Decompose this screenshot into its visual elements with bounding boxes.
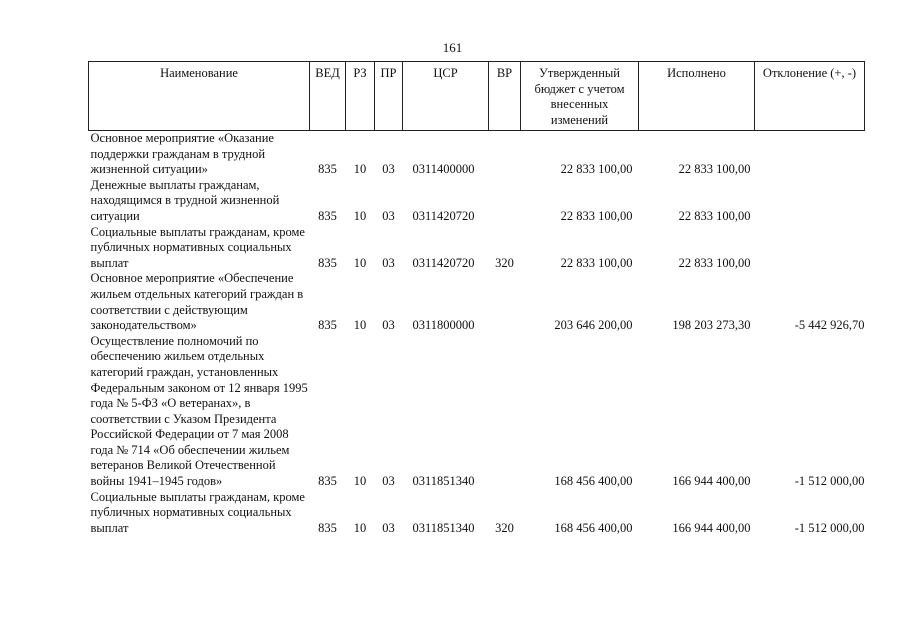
row-approved: 22 833 100,00: [560, 255, 633, 270]
header-ved: ВЕД: [310, 62, 346, 131]
row-csr: 0311420720: [412, 208, 475, 223]
row-name: [89, 225, 310, 272]
row-rz: 10: [353, 208, 367, 223]
row-ved: 835: [318, 318, 337, 333]
table-row: [89, 178, 865, 225]
row-pr: 03: [382, 208, 395, 223]
row-name: [89, 334, 310, 490]
row-executed: 22 833 100,00: [678, 162, 751, 177]
row-executed: 166 944 400,00: [672, 520, 751, 535]
row-deviation: -1 512 000,00: [794, 520, 865, 535]
row-name-text: Основное мероприятие «Оказание поддержки гражданам в трудной жизненной ситуации»: [90, 131, 274, 177]
row-approved: 22 833 100,00: [560, 208, 633, 223]
budget-table: [88, 61, 865, 536]
row-name-text: Денежные выплаты гражданам, находящимся в трудной жизненной ситуации: [90, 177, 280, 223]
row-ved: 835: [318, 520, 337, 535]
row-csr: 0311420720: [412, 255, 475, 270]
row-executed: 22 833 100,00: [678, 208, 751, 223]
row-ved: 835: [318, 208, 337, 223]
row-approved: 22 833 100,00: [560, 162, 633, 177]
row-ved: 835: [318, 474, 337, 489]
row-pr: 03: [382, 520, 395, 535]
row-name: [89, 178, 310, 225]
row-vr: [489, 334, 521, 490]
row-ved: 835: [318, 255, 337, 270]
row-name-text: Социальные выплаты гражданам, кроме публичных нормативных социальных выплат: [90, 489, 305, 535]
row-vr: [489, 131, 521, 178]
header-rz: РЗ: [346, 62, 375, 131]
row-csr: 0311400000: [412, 162, 475, 177]
row-vr: 320: [495, 520, 514, 535]
row-approved: 203 646 200,00: [554, 318, 633, 333]
table-row: [89, 225, 865, 272]
row-rz: 10: [353, 474, 367, 489]
row-approved: 168 456 400,00: [554, 474, 633, 489]
row-name-text: Осуществление полномочий по обеспечению жильем отдельных категорий граждан, установленных Федеральным законом от 12 января 1995 года № 5-ФЗ «О ветеранах», в соответствии с Указом Президента Российской Федерации от 7 мая 2008 года № 714 «Об обеспечении жильем ветеранов Великой Отечественной войны 1941–1945 годов»: [90, 333, 308, 489]
row-name: [89, 490, 310, 537]
row-executed: 166 944 400,00: [672, 474, 751, 489]
header-deviation: Отклонение (+, -): [755, 62, 865, 131]
row-pr: 03: [382, 318, 395, 333]
row-csr: 0311851340: [412, 520, 475, 535]
table-row: [89, 334, 865, 490]
row-deviation: [755, 225, 865, 272]
row-csr: 0311851340: [412, 474, 475, 489]
table-header-row: [89, 62, 865, 131]
header-approved-budget: Утвержденный бюджет с учетом внесенных изменений: [521, 62, 639, 131]
row-name: [89, 271, 310, 333]
row-name-text: Социальные выплаты гражданам, кроме публичных нормативных социальных выплат: [90, 224, 305, 270]
row-rz: 10: [353, 255, 367, 270]
row-pr: 03: [382, 474, 395, 489]
row-rz: 10: [353, 162, 367, 177]
row-deviation: [755, 131, 865, 178]
row-executed: 198 203 273,30: [672, 318, 751, 333]
header-executed: Исполнено: [639, 62, 755, 131]
row-vr: [489, 271, 521, 333]
table-row: [89, 271, 865, 333]
table-row: [89, 131, 865, 178]
header-name: Наименование: [89, 62, 310, 131]
row-csr: 0311800000: [412, 318, 475, 333]
header-csr: ЦСР: [403, 62, 489, 131]
row-rz: 10: [353, 520, 367, 535]
row-approved: 168 456 400,00: [554, 520, 633, 535]
row-vr: 320: [495, 255, 514, 270]
row-executed: 22 833 100,00: [678, 255, 751, 270]
row-rz: 10: [353, 318, 367, 333]
row-vr: [489, 178, 521, 225]
row-deviation: [755, 178, 865, 225]
header-vr: ВР: [489, 62, 521, 131]
page-number: 161: [442, 40, 463, 55]
row-pr: 03: [382, 255, 395, 270]
row-name: [89, 131, 310, 178]
row-deviation: -1 512 000,00: [794, 474, 865, 489]
row-pr: 03: [382, 162, 395, 177]
row-ved: 835: [318, 162, 337, 177]
table-row: [89, 490, 865, 537]
header-pr: ПР: [375, 62, 403, 131]
row-deviation: -5 442 926,70: [794, 318, 865, 333]
row-name-text: Основное мероприятие «Обеспечение жильем отдельных категорий граждан в соответствии с действующим законодательством»: [90, 271, 304, 333]
